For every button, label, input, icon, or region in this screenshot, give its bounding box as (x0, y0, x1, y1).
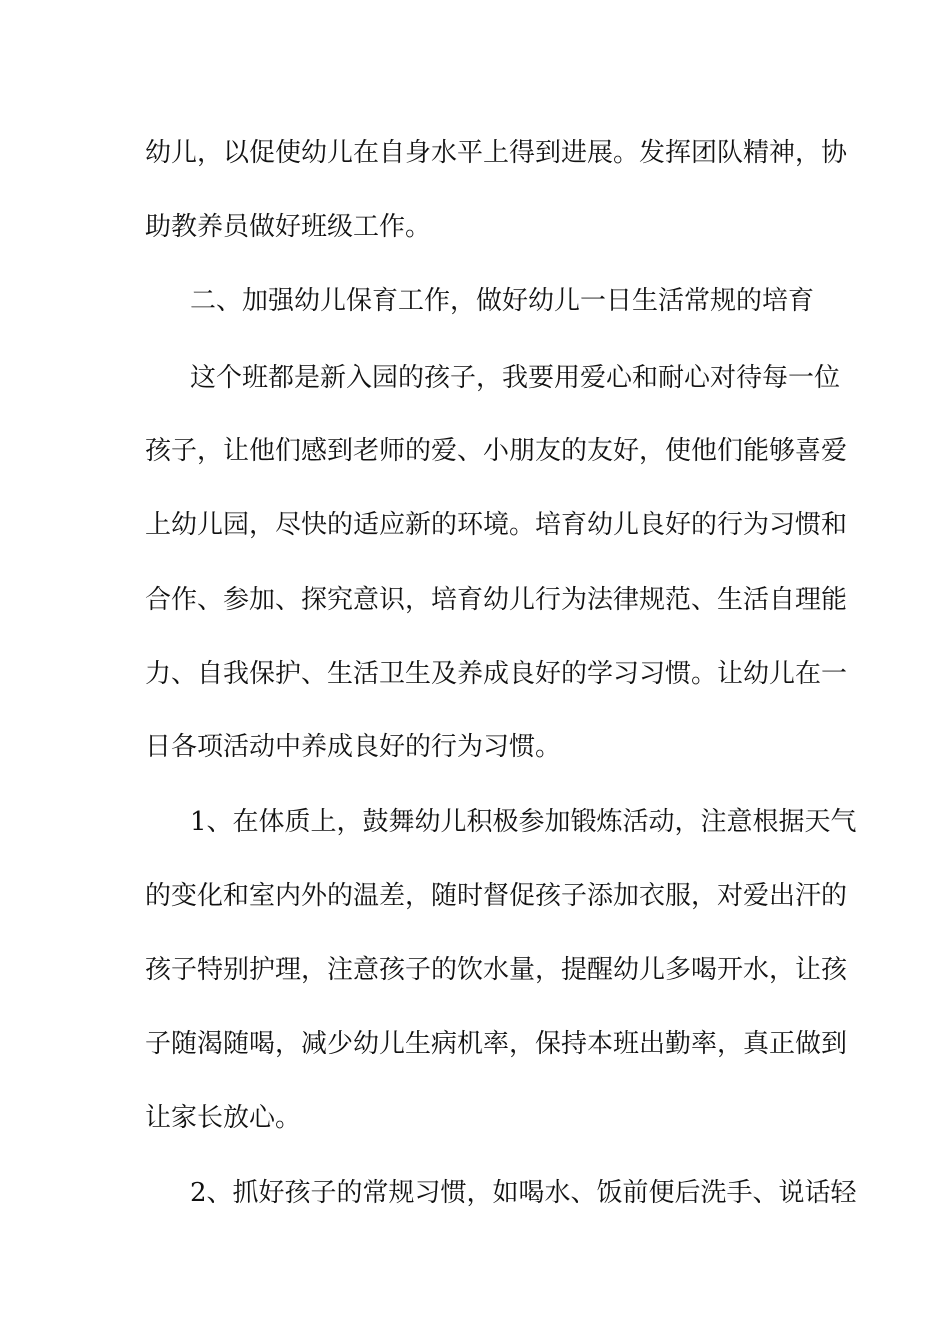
text-line-8: 力、自我保护、生活卫生及养成良好的学习习惯。让幼儿在一 (145, 659, 848, 689)
text-line-4: 这个班都是新入园的孩子，我要用爱心和耐心对待每一位 (190, 363, 841, 393)
text-line-5: 孩子，让他们感到老师的爱、小朋友的友好，使他们能够喜爱 (145, 436, 848, 466)
text-line-10: 1、在体质上，鼓舞幼儿积极参加锻炼活动，注意根据天气 (190, 807, 857, 837)
section-heading: 二、加强幼儿保育工作，做好幼儿一日生活常规的培育 (190, 286, 815, 316)
text-line-14: 让家长放心。 (145, 1103, 302, 1133)
text-line-9: 日各项活动中养成良好的行为习惯。 (145, 732, 562, 762)
text-line-15: 2、抓好孩子的常规习惯，如喝水、饭前便后洗手、说话轻 (190, 1178, 857, 1208)
text-line-13: 子随渴随喝，减少幼儿生病机率，保持本班出勤率，真正做到 (145, 1029, 848, 1059)
text-line-2: 助教养员做好班级工作。 (145, 212, 432, 242)
text-line-1: 幼儿，以促使幼儿在自身水平上得到进展。发挥团队精神，协 (145, 138, 848, 168)
text-line-7: 合作、参加、探究意识，培育幼儿行为法律规范、生活自理能 (145, 585, 848, 615)
text-line-6: 上幼儿园，尽快的适应新的环境。培育幼儿良好的行为习惯和 (145, 510, 848, 540)
text-line-12: 孩子特别护理，注意孩子的饮水量，提醒幼儿多喝开水，让孩 (145, 955, 848, 985)
text-line-11: 的变化和室内外的温差，随时督促孩子添加衣服，对爱出汗的 (145, 881, 848, 911)
